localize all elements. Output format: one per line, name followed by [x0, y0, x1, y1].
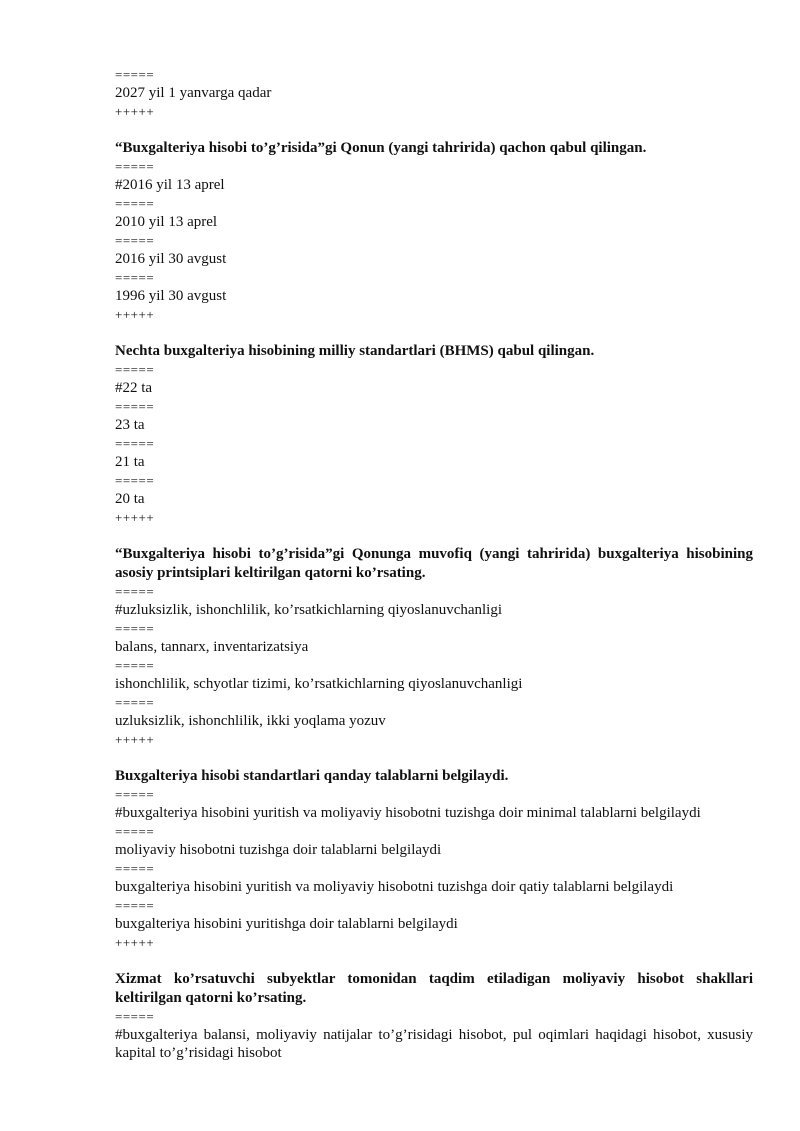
- end-separator: +++++: [115, 307, 155, 322]
- document-page: [115, 68, 753, 1065]
- option-separator: =====: [115, 270, 155, 285]
- top-fragment: [115, 68, 753, 118]
- answer-option: buxgalteriya hisobini yuritish va moliyaviy hisobotni tuzishga doir qatiy talablarni belgilaydi: [115, 879, 674, 895]
- option-separator: =====: [115, 399, 155, 414]
- answer-option: 2010 yil 13 aprel: [115, 214, 218, 230]
- question-text: “Buxgalteriya hisobi to’g’risida”gi Qonun (yangi tahririda) qachon qabul qilingan.: [115, 140, 647, 156]
- option-separator: =====: [115, 787, 155, 802]
- option-separator: =====: [115, 861, 155, 876]
- answer-option: #buxgalteriya balansi, moliyaviy natijalar to’g’risidagi hisobot, pul oqimlari haqidagi hisobot, xususiy kapital to’g’risidagi hisobot: [115, 1027, 753, 1061]
- option-separator: =====: [115, 658, 155, 673]
- end-separator: +++++: [115, 732, 155, 747]
- answer-option: 21 ta: [115, 454, 145, 470]
- answer-option: balans, tannarx, inventarizatsiya: [115, 639, 309, 655]
- question-block: [115, 970, 753, 1062]
- question-block: [115, 545, 753, 746]
- option-separator: =====: [115, 196, 155, 211]
- option-separator: =====: [115, 695, 155, 710]
- answer-option: 2016 yil 30 avgust: [115, 251, 227, 267]
- answer-option: 1996 yil 30 avgust: [115, 288, 227, 304]
- question-text: Xizmat ko’rsatuvchi subyektlar tomonidan taqdim etiladigan moliyaviy hisobot shakllari keltirilgan qatorni ko’rsating.: [115, 971, 753, 1006]
- answer-option: 2027 yil 1 yanvarga qadar: [115, 85, 272, 101]
- option-separator: =====: [115, 1009, 155, 1024]
- option-separator: =====: [115, 898, 155, 913]
- option-separator: =====: [115, 824, 155, 839]
- option-separator: =====: [115, 362, 155, 377]
- answer-option: #2016 yil 13 aprel: [115, 177, 225, 193]
- answer-option: uzluksizlik, ishonchlilik, ikki yoqlama yozuv: [115, 713, 386, 729]
- answer-option: buxgalteriya hisobini yuritishga doir talablarni belgilaydi: [115, 916, 458, 932]
- question-text: Buxgalteriya hisobi standartlari qanday talablarni belgilaydi.: [115, 768, 509, 784]
- option-separator: =====: [115, 621, 155, 636]
- answer-option: 23 ta: [115, 417, 145, 433]
- option-separator: =====: [115, 473, 155, 488]
- question-block: [115, 767, 753, 949]
- option-separator: =====: [115, 233, 155, 248]
- option-separator: =====: [115, 67, 155, 82]
- end-separator: +++++: [115, 935, 155, 950]
- end-separator: +++++: [115, 510, 155, 525]
- question-text: Nechta buxgalteriya hisobining milliy standartlari (BHMS) qabul qilingan.: [115, 343, 595, 359]
- answer-option: moliyaviy hisobotni tuzishga doir talablarni belgilaydi: [115, 842, 442, 858]
- answer-option: ishonchlilik, schyotlar tizimi, ko’rsatkichlarning qiyoslanuvchanligi: [115, 676, 523, 692]
- option-separator: =====: [115, 584, 155, 599]
- question-text: “Buxgalteriya hisobi to’g’risida”gi Qonunga muvofiq (yangi tahririda) buxgalteriya hisobining asosiy printsiplari keltirilgan qatorni ko’rsating.: [115, 546, 753, 581]
- option-separator: =====: [115, 159, 155, 174]
- answer-option: #buxgalteriya hisobini yuritish va moliyaviy hisobotni tuzishga doir minimal talablarni belgilaydi: [115, 805, 701, 821]
- answer-option: #22 ta: [115, 380, 153, 396]
- answer-option: 20 ta: [115, 491, 145, 507]
- question-block: [115, 342, 753, 524]
- option-separator: =====: [115, 436, 155, 451]
- end-separator: +++++: [115, 104, 155, 119]
- answer-option: #uzluksizlik, ishonchlilik, ko’rsatkichlarning qiyoslanuvchanligi: [115, 602, 503, 618]
- question-block: [115, 139, 753, 321]
